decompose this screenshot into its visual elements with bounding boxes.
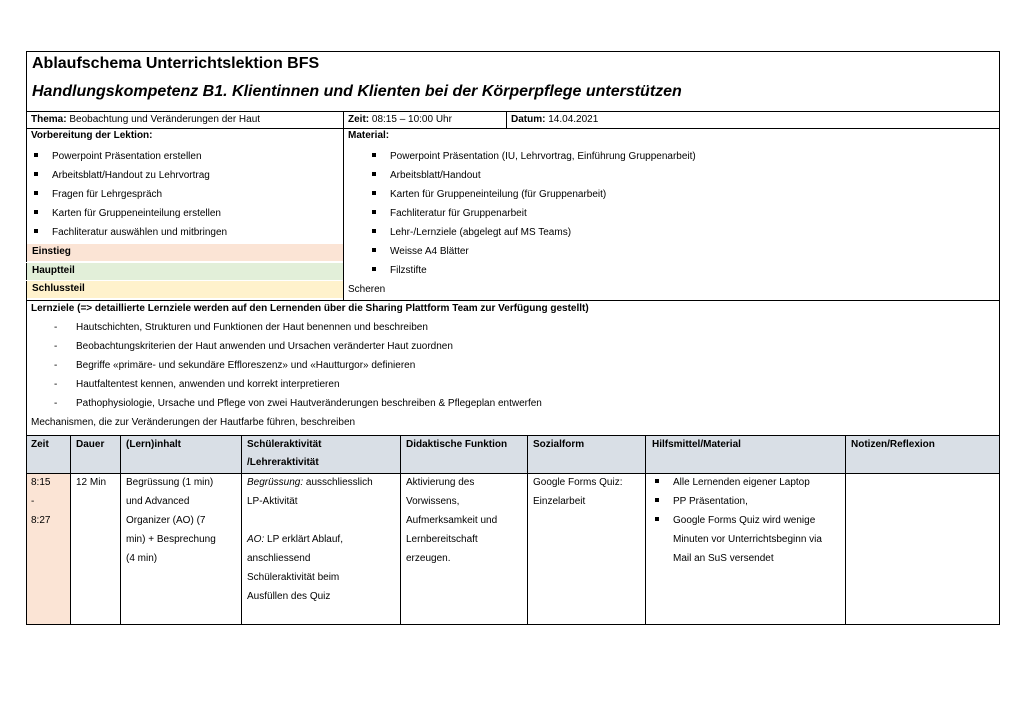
phase-hauptteil: Hauptteil	[27, 263, 343, 280]
phase-schlussteil: Schlussteil	[27, 281, 343, 298]
list-item: Powerpoint Präsentation erstellen	[34, 151, 202, 162]
bullet-icon	[372, 229, 376, 233]
list-item: Fachliteratur für Gruppenarbeit	[372, 208, 527, 219]
dash-icon: -	[54, 322, 58, 333]
dash-icon: -	[54, 341, 58, 352]
col-header-dauer: Dauer	[76, 439, 105, 450]
bullet-icon	[34, 191, 38, 195]
bullet-icon	[372, 191, 376, 195]
list-item: Powerpoint Präsentation (IU, Lehrvortrag, Einführung Gruppenarbeit)	[372, 151, 696, 162]
bullet-icon	[372, 267, 376, 271]
list-item: - Begriffe «primäre- und sekundäre Effloreszenz» und «Hautturgor» definieren	[54, 360, 416, 371]
col-header-didaktik: Didaktische Funktion	[406, 439, 508, 450]
list-item: - Pathophysiologie, Ursache und Pflege von zwei Hautveränderungen beschreiben & Pflegeplan entwerfen	[54, 398, 542, 409]
list-item: - Hautschichten, Strukturen und Funktionen der Haut benennen und beschreiben	[54, 322, 428, 333]
list-item: - Beobachtungskriterien der Haut anwenden und Ursachen veränderter Haut zuordnen	[54, 341, 453, 352]
col-header-lehrer: /Lehreraktivität	[247, 457, 319, 468]
lernziele-trailing: Mechanismen, die zur Veränderungen der Hautfarbe führen, beschreiben	[31, 417, 356, 428]
list-item: Fachliteratur auswählen und mitbringen	[34, 227, 227, 238]
list-item: Karten für Gruppeneinteilung erstellen	[34, 208, 221, 219]
bullet-icon	[34, 210, 38, 214]
material-trailing: Scheren	[348, 284, 386, 295]
dash-icon: -	[54, 379, 58, 390]
bullet-icon	[655, 479, 659, 483]
document-subtitle: Handlungskompetenz B1. Klientinnen und Klienten bei der Körperpflege unterstützen	[32, 83, 682, 100]
bullet-icon	[372, 172, 376, 176]
list-item: Arbeitsblatt/Handout	[372, 170, 481, 181]
zeit-field	[348, 114, 452, 125]
col-header-schueler: Schüleraktivität	[247, 439, 322, 450]
sozialform-cell: Google Forms Quiz: Einzelarbeit	[533, 477, 623, 507]
col-header-notizen: Notizen/Reflexion	[851, 439, 935, 450]
thema-label: Thema:	[31, 114, 67, 125]
hilfsmittel-cell: Alle Lernenden eigener Laptop PP Präsentation, Google Forms Quiz wird wenige Minuten vor Unterrichtsbeginn via Mail an SuS versendet	[655, 473, 822, 568]
list-item: Filzstifte	[372, 265, 427, 276]
phase-einstieg: Einstieg	[27, 244, 343, 261]
lernziele-heading: Lernziele (=> detaillierte Lernziele werden auf den Lernenden über die Sharing Plattform Team zur Verfügung gestellt)	[31, 303, 589, 314]
dash-icon: -	[54, 398, 58, 409]
list-item: Google Forms Quiz wird wenige	[655, 511, 822, 530]
bullet-icon	[372, 153, 376, 157]
list-item: Arbeitsblatt/Handout zu Lehrvortrag	[34, 170, 210, 181]
bullet-icon	[655, 517, 659, 521]
thema-value: Beobachtung und Veränderungen der Haut	[69, 114, 261, 125]
bullet-icon	[655, 498, 659, 502]
bullet-icon	[34, 229, 38, 233]
bullet-icon	[34, 153, 38, 157]
list-item: - Hautfaltentest kennen, anwenden und korrekt interpretieren	[54, 379, 340, 390]
datum-field	[511, 114, 598, 125]
zeit-separator: -	[31, 496, 35, 507]
col-header-hilfsmittel: Hilfsmittel/Material	[652, 439, 741, 450]
list-item: Lehr-/Lernziele (abgelegt auf MS Teams)	[372, 227, 571, 238]
datum-value: 14.04.2021	[548, 114, 599, 125]
list-item: Fragen für Lehrgespräch	[34, 189, 162, 200]
zeit-value: 08:15 – 10:00 Uhr	[371, 114, 452, 125]
dauer-cell: 12 Min	[76, 477, 107, 488]
datum-label: Datum:	[511, 114, 546, 125]
vorbereitung-heading: Vorbereitung der Lektion:	[31, 130, 153, 141]
bullet-icon	[372, 210, 376, 214]
zeit-label: Zeit:	[348, 114, 370, 125]
didaktik-cell: Aktivierung des Vorwissens, Aufmerksamkeit und Lernbereitschaft erzeugen.	[406, 477, 498, 564]
list-item: PP Präsentation,	[655, 492, 822, 511]
bullet-icon	[34, 172, 38, 176]
list-item: Alle Lernenden eigener Laptop	[655, 473, 822, 492]
col-header-sozialform: Sozialform	[533, 439, 585, 450]
dash-icon: -	[54, 360, 58, 371]
zeit-end: 8:27	[31, 515, 51, 526]
col-header-inhalt: (Lern)inhalt	[126, 439, 181, 450]
bullet-icon	[372, 248, 376, 252]
zeit-cell	[31, 473, 50, 530]
list-item: Weisse A4 Blätter	[372, 246, 469, 257]
list-item: Karten für Gruppeneinteilung (für Gruppenarbeit)	[372, 189, 606, 200]
zeit-start: 8:15	[31, 477, 51, 488]
inhalt-cell: Begrüssung (1 min) und Advanced Organizer (AO) (7 min) + Besprechung (4 min)	[126, 477, 216, 564]
thema-field	[31, 114, 260, 125]
col-header-zeit: Zeit	[31, 439, 49, 450]
schueler-cell: Begrüssung: ausschliesslich LP-Aktivität AO: LP erklärt Ablauf, anschliessend Schüleraktivität beim Ausfüllen des Quiz	[247, 477, 373, 602]
material-heading: Material:	[348, 130, 390, 141]
document-title: Ablaufschema Unterrichtslektion BFS	[32, 55, 320, 72]
